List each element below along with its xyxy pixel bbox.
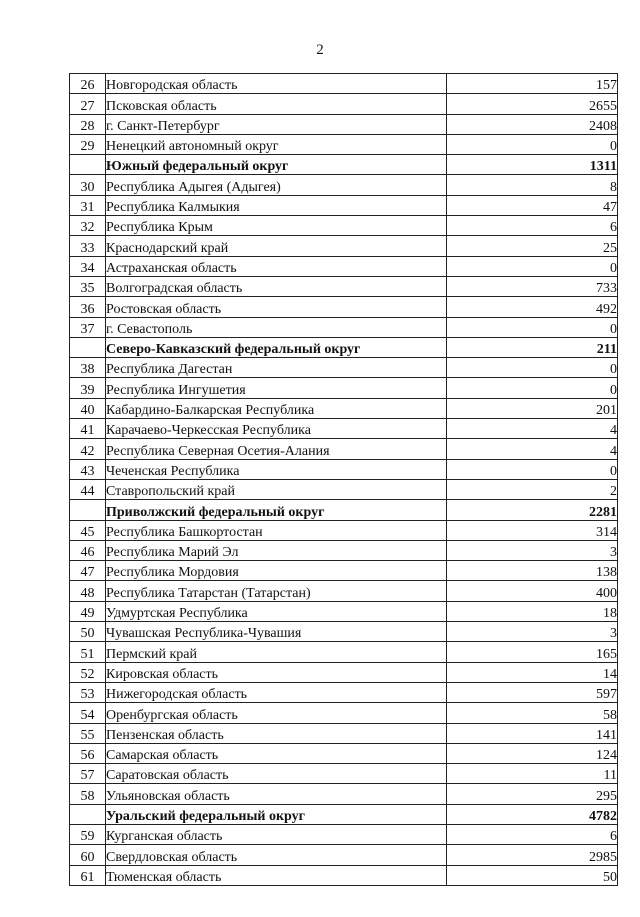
region-name: Республика Башкортостан <box>106 520 447 540</box>
region-name: Волгоградская область <box>106 276 447 296</box>
regions-table <box>69 73 618 886</box>
table-row <box>70 642 618 662</box>
region-value: 2281 <box>447 500 618 520</box>
page-number: 2 <box>316 42 324 58</box>
row-number: 42 <box>70 439 106 459</box>
region-value: 3 <box>447 622 618 642</box>
district-row <box>70 155 618 175</box>
region-value: 25 <box>447 236 618 256</box>
region-value: 3 <box>447 540 618 560</box>
row-number: 60 <box>70 845 106 865</box>
region-value: 2 <box>447 479 618 499</box>
region-value: 141 <box>447 723 618 743</box>
district-row <box>70 337 618 357</box>
region-value: 18 <box>447 601 618 621</box>
table-row <box>70 297 618 317</box>
region-name: Ульяновская область <box>106 784 447 804</box>
table-row <box>70 114 618 134</box>
table-row <box>70 317 618 337</box>
region-value: 58 <box>447 703 618 723</box>
region-name: Республика Северная Осетия-Алания <box>106 439 447 459</box>
region-name: Ростовская область <box>106 297 447 317</box>
district-row <box>70 500 618 520</box>
region-name: Республика Калмыкия <box>106 195 447 215</box>
region-value: 14 <box>447 662 618 682</box>
region-value: 11 <box>447 764 618 784</box>
row-number: 27 <box>70 94 106 114</box>
region-name: Курганская область <box>106 824 447 844</box>
row-number <box>70 155 106 175</box>
table-row <box>70 520 618 540</box>
table-row <box>70 276 618 296</box>
region-value: 0 <box>447 256 618 276</box>
row-number: 38 <box>70 358 106 378</box>
table-row <box>70 723 618 743</box>
region-name: Ненецкий автономный округ <box>106 134 447 154</box>
table-row <box>70 703 618 723</box>
region-name: Чувашская Республика-Чувашия <box>106 622 447 642</box>
table-row <box>70 398 618 418</box>
row-number: 34 <box>70 256 106 276</box>
row-number: 26 <box>70 74 106 94</box>
region-value: 314 <box>447 520 618 540</box>
row-number <box>70 500 106 520</box>
table-row <box>70 824 618 844</box>
row-number: 54 <box>70 703 106 723</box>
table-row <box>70 439 618 459</box>
table-row <box>70 459 618 479</box>
region-value: 1311 <box>447 155 618 175</box>
row-number: 43 <box>70 459 106 479</box>
region-name: Новгородская область <box>106 74 447 94</box>
region-name: Тюменская область <box>106 865 447 885</box>
table-row <box>70 216 618 236</box>
row-number: 28 <box>70 114 106 134</box>
region-name: Пермский край <box>106 642 447 662</box>
row-number <box>70 337 106 357</box>
table-row <box>70 358 618 378</box>
region-value: 4782 <box>447 804 618 824</box>
region-value: 400 <box>447 581 618 601</box>
region-value: 47 <box>447 195 618 215</box>
table-row <box>70 743 618 763</box>
table-row <box>70 175 618 195</box>
region-value: 50 <box>447 865 618 885</box>
table-row <box>70 378 618 398</box>
table-row <box>70 622 618 642</box>
row-number: 57 <box>70 764 106 784</box>
region-name: Республика Марий Эл <box>106 540 447 560</box>
region-value: 2408 <box>447 114 618 134</box>
region-value: 138 <box>447 561 618 581</box>
region-name: Северо-Кавказский федеральный округ <box>106 337 447 357</box>
region-value: 6 <box>447 824 618 844</box>
region-value: 733 <box>447 276 618 296</box>
row-number: 58 <box>70 784 106 804</box>
row-number: 45 <box>70 520 106 540</box>
region-name: Саратовская область <box>106 764 447 784</box>
row-number: 37 <box>70 317 106 337</box>
region-value: 6 <box>447 216 618 236</box>
row-number: 39 <box>70 378 106 398</box>
table-row <box>70 845 618 865</box>
region-value: 157 <box>447 74 618 94</box>
region-name: Самарская область <box>106 743 447 763</box>
row-number: 48 <box>70 581 106 601</box>
table-row <box>70 764 618 784</box>
table-row <box>70 94 618 114</box>
region-name: Кировская область <box>106 662 447 682</box>
row-number: 55 <box>70 723 106 743</box>
region-name: Республика Дагестан <box>106 358 447 378</box>
row-number: 50 <box>70 622 106 642</box>
table-row <box>70 195 618 215</box>
region-name: Республика Крым <box>106 216 447 236</box>
row-number: 44 <box>70 479 106 499</box>
region-name: Астраханская область <box>106 256 447 276</box>
row-number: 29 <box>70 134 106 154</box>
region-value: 4 <box>447 419 618 439</box>
region-name: Оренбургская область <box>106 703 447 723</box>
row-number <box>70 804 106 824</box>
region-value: 2985 <box>447 845 618 865</box>
region-value: 0 <box>447 378 618 398</box>
table-row <box>70 662 618 682</box>
row-number: 36 <box>70 297 106 317</box>
table-row <box>70 540 618 560</box>
region-value: 492 <box>447 297 618 317</box>
row-number: 56 <box>70 743 106 763</box>
region-name: Кабардино-Балкарская Республика <box>106 398 447 418</box>
region-value: 0 <box>447 317 618 337</box>
row-number: 53 <box>70 682 106 702</box>
table-row <box>70 134 618 154</box>
region-name: Краснодарский край <box>106 236 447 256</box>
region-name: Ставропольский край <box>106 479 447 499</box>
region-value: 597 <box>447 682 618 702</box>
region-name: Псковская область <box>106 94 447 114</box>
region-name: Уральский федеральный округ <box>106 804 447 824</box>
region-value: 8 <box>447 175 618 195</box>
region-name: Нижегородская область <box>106 682 447 702</box>
region-value: 201 <box>447 398 618 418</box>
region-name: Карачаево-Черкесская Республика <box>106 419 447 439</box>
table-row <box>70 581 618 601</box>
region-value: 124 <box>447 743 618 763</box>
table-row <box>70 479 618 499</box>
district-row <box>70 804 618 824</box>
row-number: 31 <box>70 195 106 215</box>
region-name: Республика Мордовия <box>106 561 447 581</box>
row-number: 52 <box>70 662 106 682</box>
region-name: Пензенская область <box>106 723 447 743</box>
row-number: 33 <box>70 236 106 256</box>
table-row <box>70 682 618 702</box>
row-number: 59 <box>70 824 106 844</box>
table-row <box>70 561 618 581</box>
region-value: 165 <box>447 642 618 662</box>
region-name: г. Санкт-Петербург <box>106 114 447 134</box>
region-name: Чеченская Республика <box>106 459 447 479</box>
region-value: 0 <box>447 358 618 378</box>
region-name: Республика Адыгея (Адыгея) <box>106 175 447 195</box>
row-number: 35 <box>70 276 106 296</box>
table-row <box>70 74 618 94</box>
row-number: 40 <box>70 398 106 418</box>
table-row <box>70 256 618 276</box>
row-number: 46 <box>70 540 106 560</box>
region-name: Южный федеральный округ <box>106 155 447 175</box>
region-name: Республика Ингушетия <box>106 378 447 398</box>
region-value: 4 <box>447 439 618 459</box>
region-name: Свердловская область <box>106 845 447 865</box>
row-number: 49 <box>70 601 106 621</box>
row-number: 41 <box>70 419 106 439</box>
region-value: 0 <box>447 459 618 479</box>
region-name: Удмуртская Республика <box>106 601 447 621</box>
row-number: 47 <box>70 561 106 581</box>
region-name: г. Севастополь <box>106 317 447 337</box>
region-name: Приволжский федеральный округ <box>106 500 447 520</box>
table-row <box>70 236 618 256</box>
region-name: Республика Татарстан (Татарстан) <box>106 581 447 601</box>
table-row <box>70 865 618 885</box>
table-body <box>70 74 618 886</box>
table-row <box>70 419 618 439</box>
region-value: 211 <box>447 337 618 357</box>
row-number: 32 <box>70 216 106 236</box>
region-value: 295 <box>447 784 618 804</box>
row-number: 51 <box>70 642 106 662</box>
row-number: 61 <box>70 865 106 885</box>
row-number: 30 <box>70 175 106 195</box>
region-value: 2655 <box>447 94 618 114</box>
region-value: 0 <box>447 134 618 154</box>
table-row <box>70 784 618 804</box>
table-row <box>70 601 618 621</box>
